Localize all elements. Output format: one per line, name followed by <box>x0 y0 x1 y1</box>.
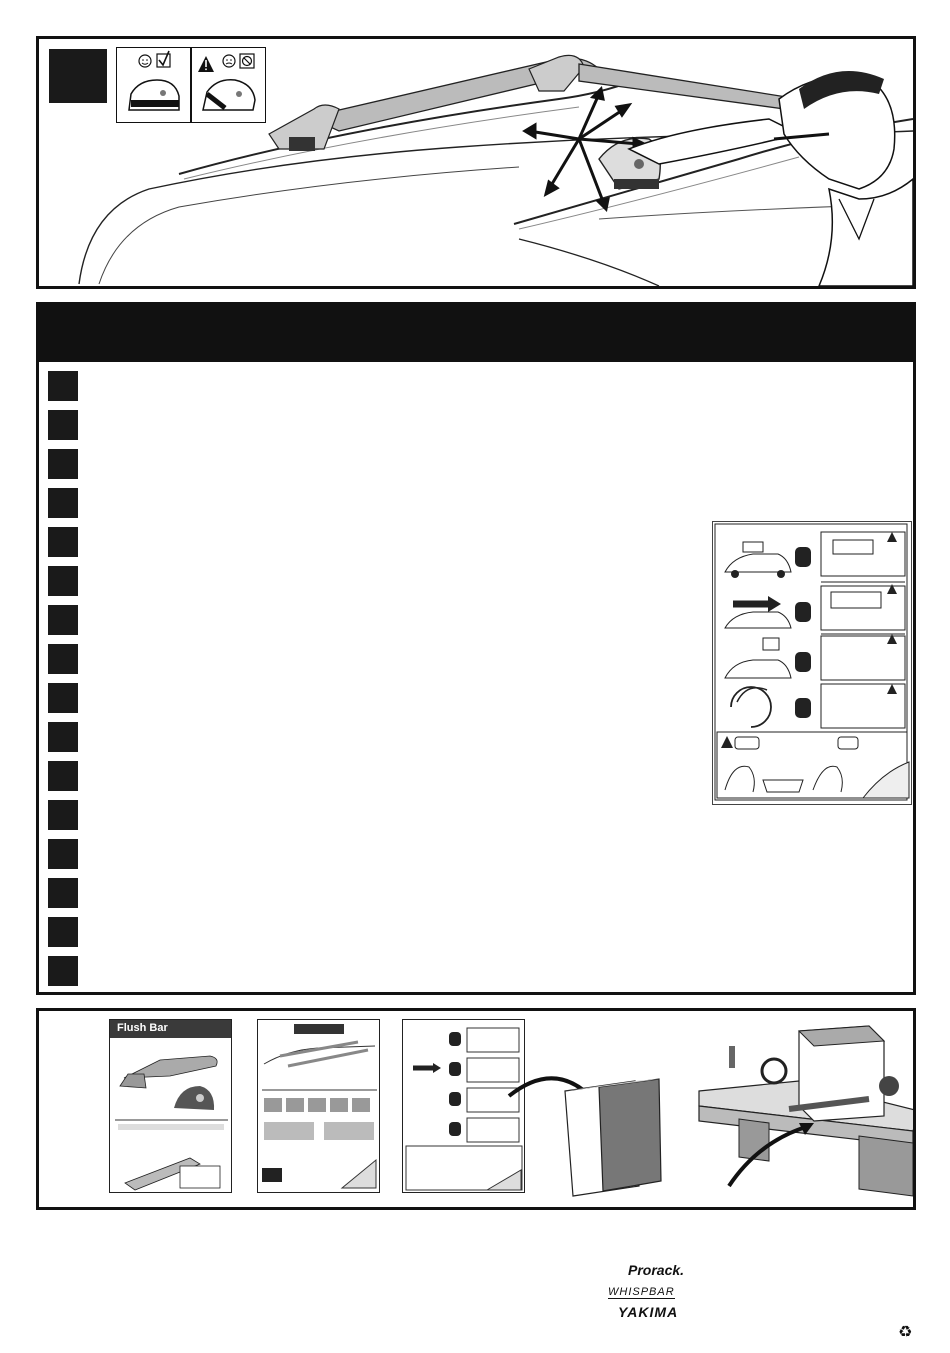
list-item <box>48 722 698 752</box>
item-number-box <box>48 644 78 674</box>
list-item <box>48 527 698 557</box>
list-item <box>48 644 698 674</box>
warning-sheet-art <box>713 522 911 804</box>
item-number-box <box>48 683 78 713</box>
item-number-box <box>48 878 78 908</box>
item-number-box <box>48 800 78 830</box>
list-item <box>48 449 698 479</box>
item-number-box <box>48 449 78 479</box>
list-item <box>48 878 698 908</box>
stop-hand-icon <box>795 602 811 622</box>
item-number-box <box>48 917 78 947</box>
list-item <box>48 683 698 713</box>
prorack-logo: Prorack. <box>628 1262 685 1278</box>
instructions-header <box>39 305 913 362</box>
item-number-box <box>48 410 78 440</box>
installation-step-panel <box>36 36 916 289</box>
list-item <box>48 566 698 596</box>
list-item <box>48 761 698 791</box>
item-number-box <box>48 605 78 635</box>
warning-row-4 <box>731 684 905 728</box>
flush-bar-booklet <box>109 1019 232 1193</box>
booklet-3-art <box>403 1020 525 1193</box>
warning-sheet-illustration <box>712 521 912 805</box>
stop-hand-icon <box>795 547 811 567</box>
warning-row-3 <box>725 634 905 680</box>
list-item <box>48 839 698 869</box>
item-number-box <box>48 488 78 518</box>
whispbar-logo: WHISPBAR <box>608 1286 675 1298</box>
item-number-box <box>48 527 78 557</box>
warning-row-2 <box>725 582 905 630</box>
car-roof-illustration <box>39 39 913 286</box>
warning-booklet <box>402 1019 525 1193</box>
item-number-box <box>48 839 78 869</box>
item-number-box <box>48 371 78 401</box>
item-number-box <box>48 722 78 752</box>
instructions-list-panel <box>36 302 916 995</box>
booklet-1-art <box>110 1038 232 1193</box>
recycle-icon: ♻ <box>898 1322 913 1341</box>
list-item <box>48 371 698 401</box>
stop-hand-icon <box>795 652 811 672</box>
list-item <box>48 410 698 440</box>
booklet-2-art <box>258 1020 380 1193</box>
booklet-title: Flush Bar <box>117 1022 168 1034</box>
list-item <box>48 956 698 986</box>
item-number-box <box>48 761 78 791</box>
list-item <box>48 605 698 635</box>
packaging-step-panel <box>36 1008 916 1210</box>
stop-hand-icon <box>795 698 811 718</box>
warning-row-1 <box>725 532 905 578</box>
list-item <box>48 917 698 947</box>
item-number-box <box>48 566 78 596</box>
item-number-box <box>48 956 78 986</box>
instruction-booklet <box>257 1019 380 1193</box>
yakima-logo: YAKIMA <box>618 1304 679 1320</box>
list-item <box>48 488 698 518</box>
list-item <box>48 800 698 830</box>
booklet-title-band <box>110 1020 231 1038</box>
warning-row-5 <box>717 732 909 798</box>
